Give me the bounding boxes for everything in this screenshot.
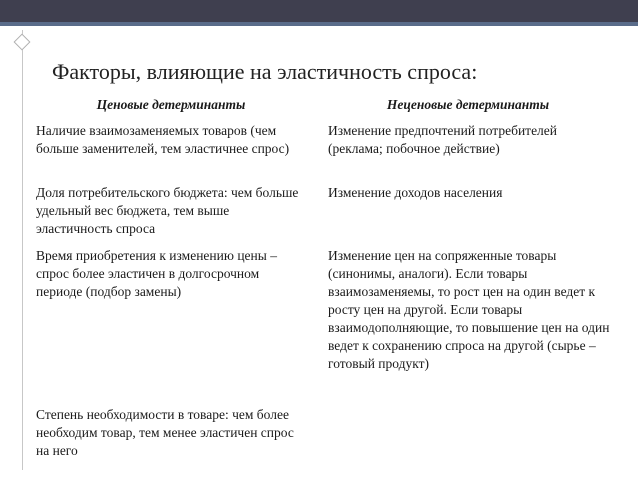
slide-title: Факторы, влияющие на эластичность спроса:	[52, 59, 478, 84]
header-price-determinants: Ценовые детерминанты	[96, 97, 246, 112]
price-factor-substitutes: Наличие взаимозаменяемых товаров (чем больше заменителей, тем эластичнее спрос)	[36, 123, 290, 156]
nonprice-factor-preferences: Изменение предпочтений потребителей (реклама; побочное действие)	[328, 123, 558, 156]
top-bar	[0, 0, 638, 22]
price-factor-necessity: Степень необходимости в товаре: чем более необходим товар, тем менее эластичен спрос на него	[36, 407, 294, 458]
left-rule	[22, 30, 23, 470]
nonprice-factor-related-goods: Изменение цен на сопряженные товары (синонимы, аналоги). Если товары взаимозаменяемы, то рост цен на один ведет к росту цен на другой. Если товары взаимодополняющие, то повышение цен на один ведет к сохранению спроса на другой (сырье – готовый продукт)	[328, 248, 610, 371]
nonprice-factor-income: Изменение доходов населения	[328, 185, 503, 200]
diamond-icon	[14, 34, 31, 51]
header-nonprice-determinants: Неценовые детерминанты	[386, 97, 550, 112]
price-factor-time: Время приобретения к изменению цены – спрос более эластичен в долгосрочном периоде (подбор замены)	[36, 248, 277, 299]
top-bar-accent	[0, 22, 638, 26]
price-factor-budget-share: Доля потребительского бюджета: чем больше удельный вес бюджета, тем выше эластичность спроса	[36, 185, 299, 236]
